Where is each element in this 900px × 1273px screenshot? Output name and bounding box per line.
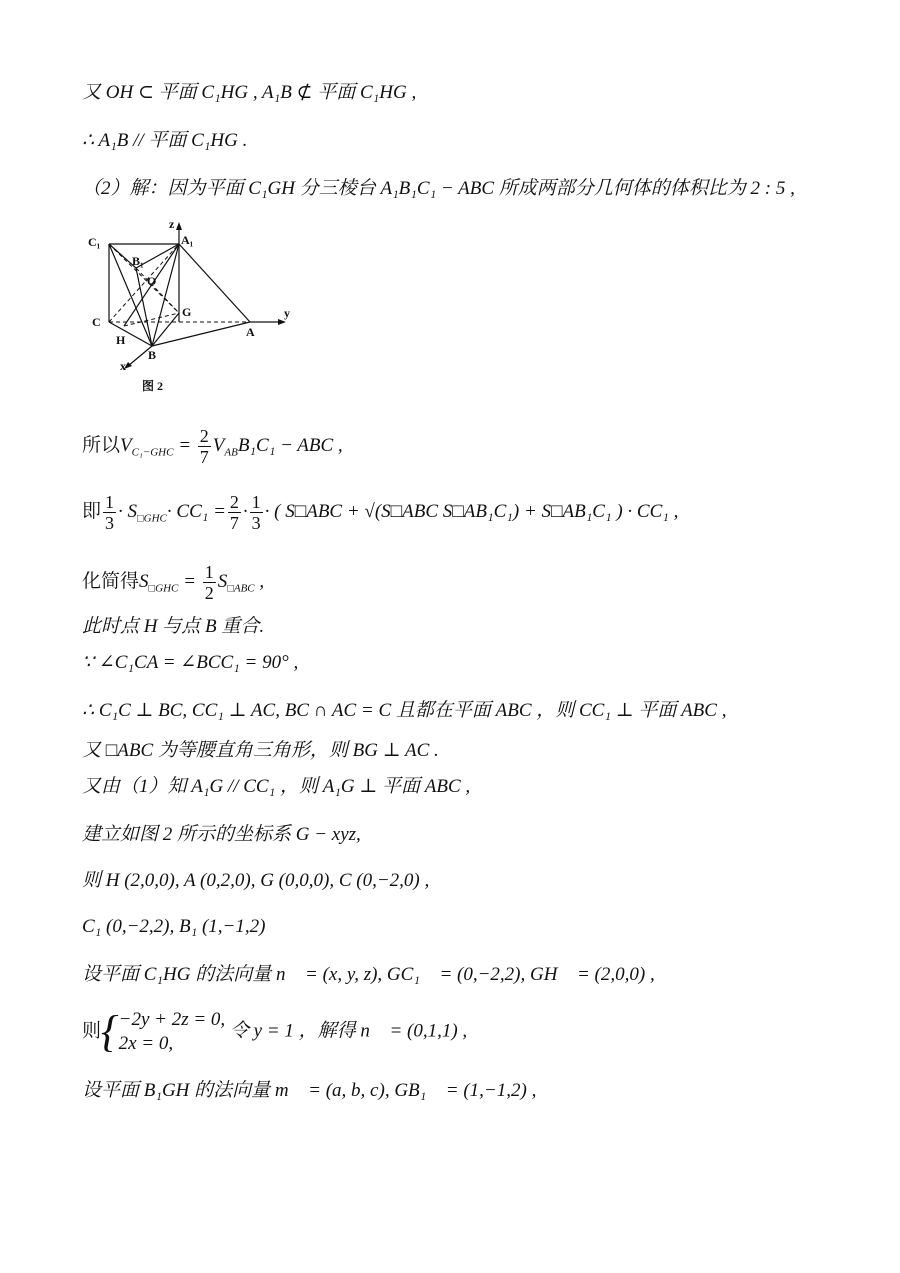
text-line-14: C₁ (0,−2,2), B₁ (1,−1,2) [82, 916, 266, 937]
label-y: y [284, 306, 290, 320]
text-line-6: 化简得$S_{□GHC}$ = $\frac{1}{2}$ $S_{□ABC}$ , [82, 562, 265, 603]
geometry-figure [84, 218, 294, 398]
text-line-13: 则 H (2,0,0), A (0,2,0), G (0,0,0), C (0,−2,0) , [82, 870, 430, 891]
label-z: z [169, 218, 175, 231]
text-line-15: 设平面 C₁HG 的法向量 n⃗ = (x, y, z), GC₁⃗ = (0,−2,2), GH⃗ = (2,0,0) , [82, 964, 655, 985]
label-g: G [182, 305, 192, 319]
text-line-17: 设平面 B₁GH 的法向量 m⃗ = (a, b, c), GB₁⃗ = (1,−1,2) , [82, 1080, 537, 1101]
label-b1: B₁ [132, 254, 144, 268]
text-line-12: 建立如图 2 所示的坐标系 G − xyz, [82, 824, 361, 845]
label-x: x [120, 359, 126, 373]
text-line-7: 此时点 H 与点 B 重合. [82, 616, 265, 637]
label-h: H [116, 333, 126, 347]
text-line-3: （2）解：因为平面 C₁GH 分三棱台 A₁B₁C₁ − ABC 所成两部分几何体的体积比为 2 : 5 , [82, 178, 795, 199]
label-c1: C₁ [88, 235, 101, 249]
system-brace: { [101, 1007, 119, 1056]
label-o: O [147, 274, 157, 288]
text-line-8: ∵ ∠C₁CA = ∠BCC₁ = 90° , [82, 652, 299, 673]
text-line-5: 即 $\frac{1}{3}$ · $S_{□GHC}\cdot CC_1$ = $\frac{2}{7}$ · $\frac{1}{3}$ · ( S□ABC + √(S□ABC S□AB₁C₁) + S□AB₁C₁ ) · CC₁ , [82, 492, 679, 533]
text-line-9: ∴ C₁C ⊥ BC, CC₁ ⊥ AC, BC ∩ AC = C 且都在平面 ABC ，则 CC₁ ⊥ 平面 ABC , [82, 700, 727, 721]
text-line-2: ∴ A₁B // 平面 C₁HG . [82, 130, 248, 151]
text-line-16: 则{ −2y + 2z = 0, 2x = 0, 令 y = 1 ，解得 n⃗ = (0,1,1) , [82, 1007, 468, 1056]
label-a: A [246, 325, 255, 339]
label-a1: A₁ [181, 233, 194, 247]
text-line-11: 又由（1）知 A₁G // CC₁ ，则 A₁G ⊥ 平面 ABC , [82, 776, 471, 797]
text-line-10: 又 □ABC 为等腰直角三角形，则 BG ⊥ AC . [82, 740, 439, 761]
label-c: C [92, 315, 101, 329]
figure-caption: 图 2 [142, 379, 164, 393]
text-line-4: 所以$V_{C_1-GHC}$ = $\frac{2}{7}$ $V_{AB}B_1C_1$ − ABC , [82, 426, 343, 467]
text-line-1: 又 OH ⊂ 平面 C₁HG , A₁B ⊄ 平面 C₁HG , [82, 82, 417, 103]
label-b: B [148, 348, 157, 362]
